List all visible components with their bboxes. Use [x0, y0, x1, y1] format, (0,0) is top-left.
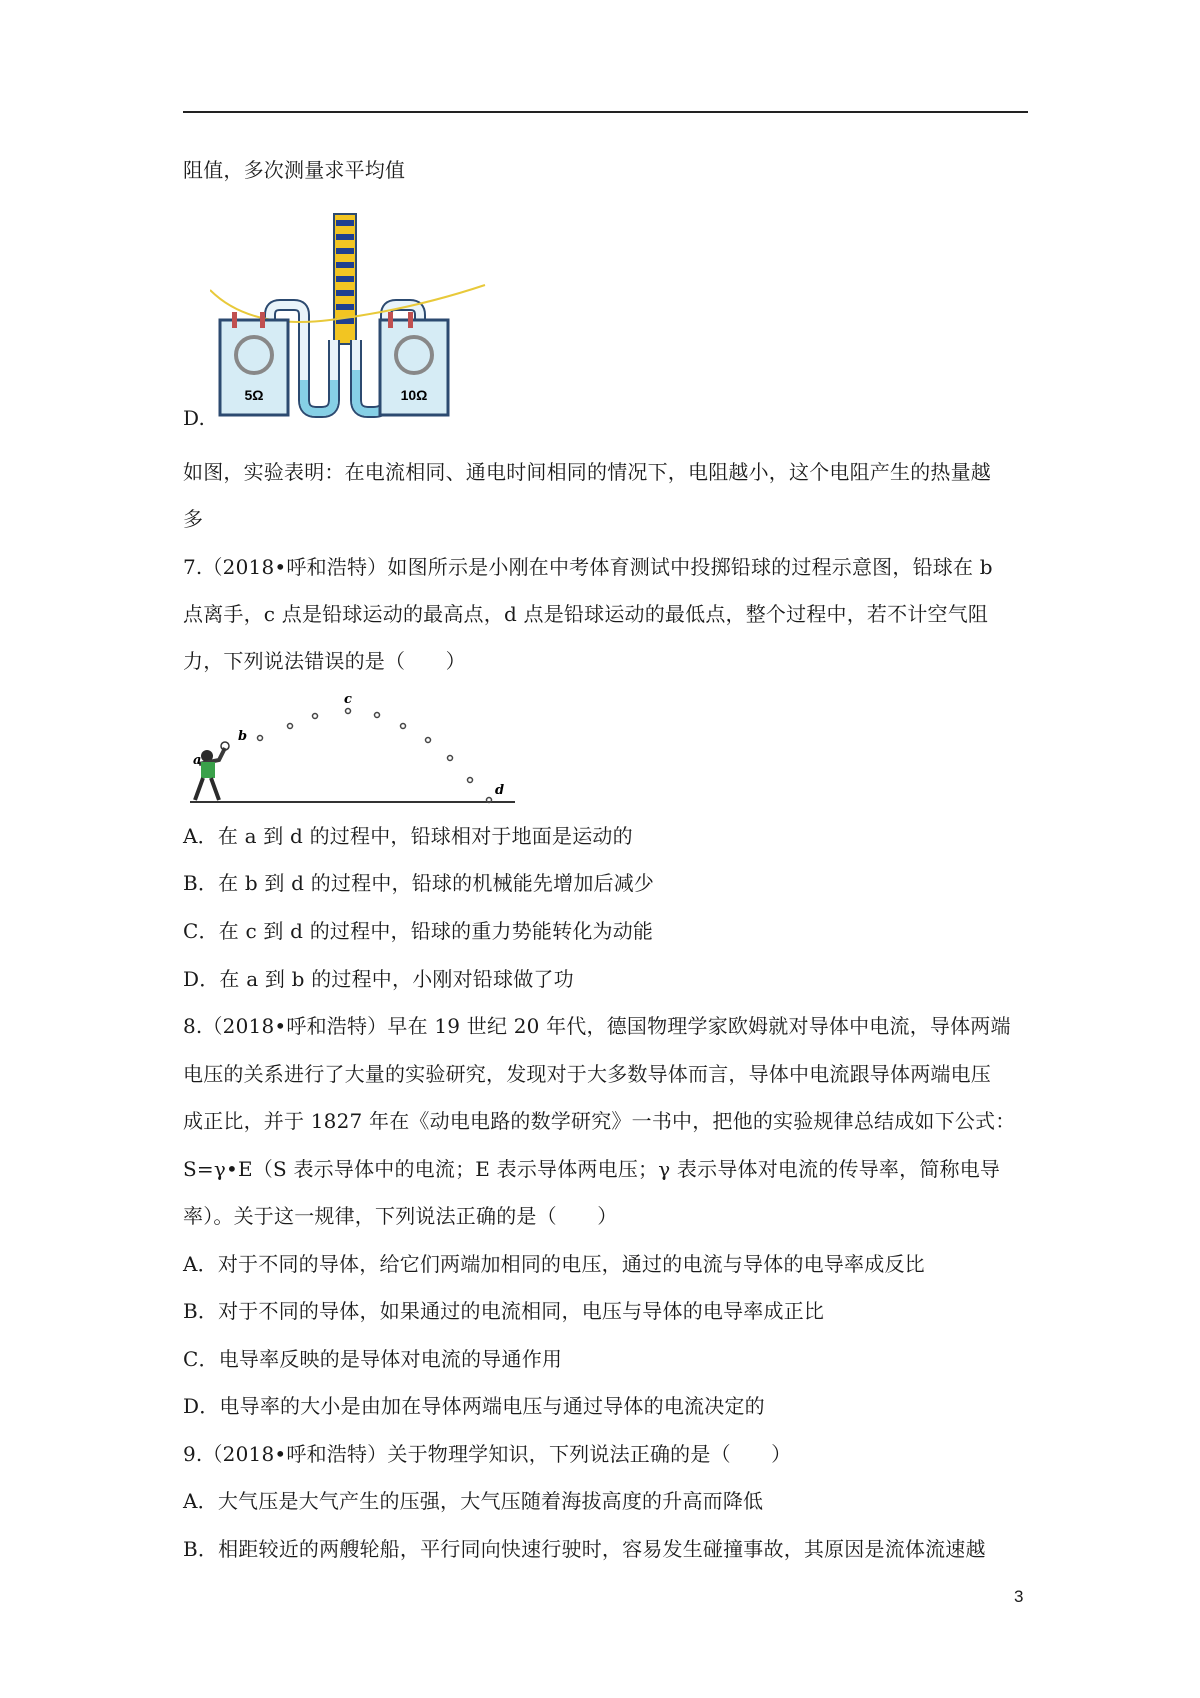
text-line: 多 — [183, 507, 204, 531]
question-7: 7.（2018•呼和浩特）如图所示是小刚在中考体育测试中投掷铅球的过程示意图，铅球在 b — [183, 555, 993, 579]
point-label-b: b — [238, 729, 248, 744]
point-label-d: d — [495, 783, 505, 798]
option-a: A．对于不同的导体，给它们两端加相同的电压，通过的电流与导体的电导率成反比 — [183, 1252, 925, 1276]
option-a: A．在 a 到 d 的过程中，铅球相对于地面是运动的 — [183, 824, 633, 848]
option-c: C．电导率反映的是导体对电流的导通作用 — [183, 1347, 563, 1371]
option-d: D．电导率的大小是由加在导体两端电压与通过导体的电流决定的 — [183, 1394, 765, 1418]
text-line: 如图，实验表明：在电流相同、通电时间相同的情况下，电阻越小，这个电阻产生的热量越 — [183, 460, 991, 484]
text-line: 电压的关系进行了大量的实验研究，发现对于大多数导体而言，导体中电流跟导体两端电压 — [183, 1062, 991, 1086]
text-line: 力，下列说法错误的是（ ） — [183, 649, 466, 673]
option-c: C．在 c 到 d 的过程中，铅球的重力势能转化为动能 — [183, 919, 654, 943]
text-line: 点离手，c 点是铅球运动的最高点，d 点是铅球运动的最低点，整个过程中，若不计空气阻 — [183, 602, 989, 626]
athlete-icon — [195, 742, 229, 800]
text-line: 阻值，多次测量求平均值 — [183, 158, 406, 182]
resistor-label-right: 10Ω — [400, 387, 428, 403]
text-line: 成正比，并于 1827 年在《动电电路的数学研究》一书中，把他的实验规律总结成如下公式： — [183, 1109, 1016, 1133]
point-label-c: c — [344, 692, 352, 707]
option-b: B．在 b 到 d 的过程中，铅球的机械能先增加后减少 — [183, 871, 655, 895]
text-line: S=γ•E（S 表示导体中的电流；E 表示导体两电压；γ 表示导体对电流的传导率，简称电导 — [183, 1157, 1001, 1181]
point-label-a: a — [193, 753, 202, 768]
heating-experiment-figure — [210, 210, 490, 425]
question-9: 9.（2018•呼和浩特）关于物理学知识，下列说法正确的是（ ） — [183, 1442, 792, 1466]
question-8: 8.（2018•呼和浩特）早在 19 世纪 20 年代，德国物理学家欧姆就对导体中电流，导体两端 — [183, 1014, 1011, 1038]
shot-put-figure — [185, 688, 525, 808]
option-d: D．在 a 到 b 的过程中，小刚对铅球做了功 — [183, 967, 574, 991]
trajectory-points — [258, 709, 492, 803]
option-a: A．大气压是大气产生的压强，大气压随着海拔高度的升高而降低 — [183, 1489, 764, 1513]
option-b: B．相距较近的两艘轮船，平行同向快速行驶时，容易发生碰撞事故，其原因是流体流速越 — [183, 1537, 986, 1561]
header-rule — [183, 111, 1028, 113]
page-number: 3 — [1014, 1587, 1024, 1606]
resistor-label-left: 5Ω — [244, 387, 264, 403]
text-line: 率）。关于这一规律，下列说法正确的是（ ） — [183, 1204, 618, 1228]
option-label: D. — [183, 406, 206, 430]
option-b: B．对于不同的导体，如果通过的电流相同，电压与导体的电导率成正比 — [183, 1299, 825, 1323]
